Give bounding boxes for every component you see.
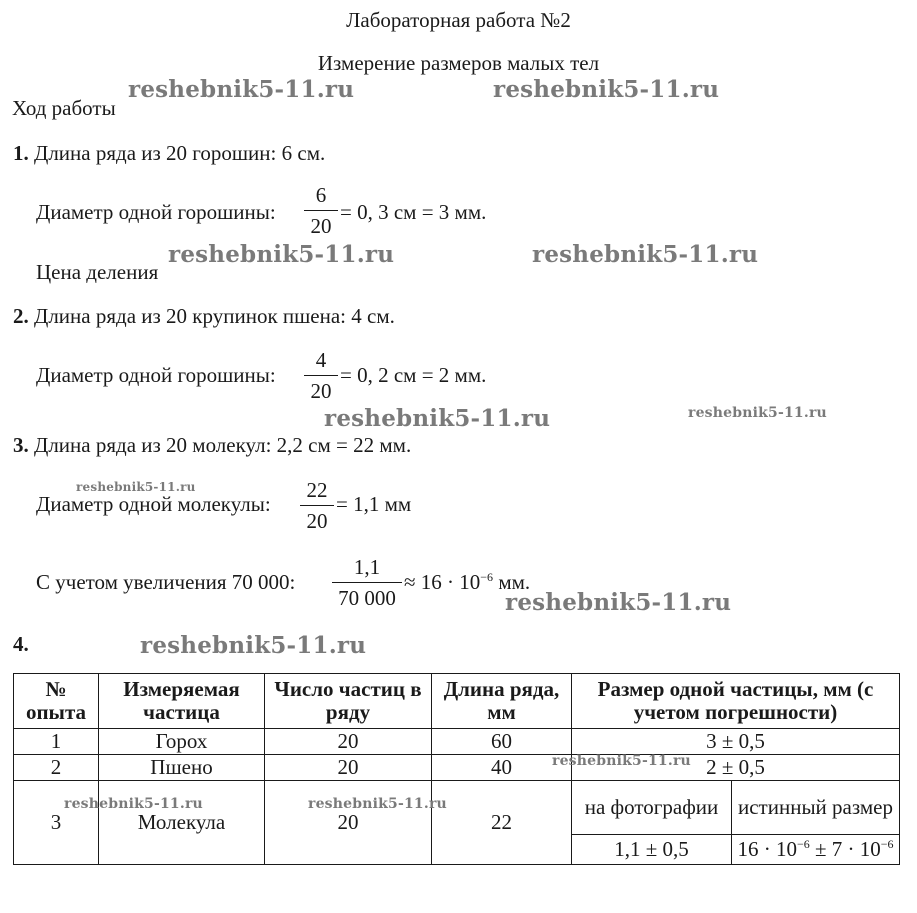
fraction-bar (304, 210, 338, 211)
step-2-formula-label: Диаметр одной горошины: (36, 363, 276, 387)
cell-count: 20 (265, 755, 432, 781)
fraction-bar (300, 505, 334, 506)
step-3-zoom-denominator: 70 000 (338, 586, 396, 610)
watermark: reshebnik5-11.ru (308, 796, 447, 812)
step-1-formula-label: Диаметр одной горошины: (36, 200, 276, 224)
fraction-bar (332, 582, 402, 583)
header-count: Число частиц в ряду (265, 674, 432, 729)
cell-particle: Молекула (99, 781, 265, 865)
step-3-zoom-label: С учетом увеличения 70 000: (36, 570, 296, 594)
step-2-denominator: 20 (310, 379, 332, 403)
step-3-text (13, 435, 411, 456)
step-3-zoom-numerator: 1,1 (353, 555, 381, 579)
step-2-fraction (304, 350, 338, 402)
step-1-fraction (304, 185, 338, 237)
step-1-denominator: 20 (310, 214, 332, 238)
zoom-result-prefix: ≈ 16 · 10 (404, 570, 481, 594)
step-3-number: 3. (13, 433, 29, 457)
watermark: reshebnik5-11.ru (140, 632, 367, 659)
cell-length: 60 (432, 729, 572, 755)
table-header-row (14, 674, 900, 729)
step-1-number: 1. (13, 141, 29, 165)
watermark: reshebnik5-11.ru (493, 76, 720, 103)
cell-true-label: истинный размер (732, 781, 900, 835)
watermark: reshebnik5-11.ru (688, 405, 827, 421)
step-3-result: = 1,1 мм (336, 492, 412, 516)
cell-num: 1 (14, 729, 99, 755)
cell-size: 2 ± 0,5 (572, 755, 900, 781)
watermark: reshebnik5-11.ru (76, 480, 196, 494)
cell-size: 3 ± 0,5 (572, 729, 900, 755)
step-3-denominator: 20 (306, 509, 328, 533)
watermark: reshebnik5-11.ru (552, 753, 691, 769)
table-row (14, 755, 900, 781)
page-subtitle: Измерение размеров малых тел (317, 51, 600, 75)
cell-particle: Горох (99, 729, 265, 755)
cell-length: 22 (432, 781, 572, 865)
header-particle: Измеряемая частица (99, 674, 265, 729)
step-1-text (13, 143, 325, 164)
zoom-result-suffix: мм. (498, 570, 531, 594)
step-2-result: = 0, 2 см = 2 мм. (340, 363, 487, 387)
intro-heading: Ход работы (12, 96, 116, 120)
page-title: Лабораторная работа №2 (346, 8, 571, 32)
cell-num: 2 (14, 755, 99, 781)
cell-num: 3 (14, 781, 99, 865)
step-2-number: 2. (13, 304, 29, 328)
cell-count: 20 (265, 781, 432, 865)
step-3-formula-label: Диаметр одной молекулы: (36, 492, 271, 516)
step-3-fraction (300, 480, 334, 532)
fraction-bar (304, 375, 338, 376)
watermark: reshebnik5-11.ru (64, 796, 203, 812)
step-3-zoom-fraction (332, 557, 402, 609)
watermark: reshebnik5-11.ru (324, 405, 551, 432)
header-size: Размер одной частицы, мм (с учетом погрешности) (572, 674, 900, 729)
header-length: Длина ряда, мм (432, 674, 572, 729)
step-1-extra: Цена деления (36, 260, 159, 284)
watermark: reshebnik5-11.ru (168, 241, 395, 268)
true-value-exp-a: −6 (796, 836, 810, 851)
step-2-description: Длина ряда из 20 крупинок пшена: 4 см. (34, 304, 395, 328)
step-1-result: = 0, 3 см = 3 мм. (340, 200, 487, 224)
watermark: reshebnik5-11.ru (128, 76, 355, 103)
step-2-text (13, 306, 395, 327)
cell-particle: Пшено (99, 755, 265, 781)
zoom-result-exponent: −6 (480, 570, 494, 584)
true-value-part-a: 16 · 10 (737, 836, 797, 861)
true-value-part-b: ± 7 · 10 (809, 836, 881, 861)
step-2-numerator: 4 (315, 348, 327, 372)
cell-photo-label: на фотографии (572, 781, 732, 835)
table-row (14, 729, 900, 755)
watermark: reshebnik5-11.ru (505, 589, 732, 616)
watermark: reshebnik5-11.ru (532, 241, 759, 268)
cell-photo-value: 1,1 ± 0,5 (572, 835, 732, 865)
step-1-description: Длина ряда из 20 горошин: 6 см. (34, 141, 326, 165)
step-1-numerator: 6 (315, 183, 327, 207)
header-num: № опыта (14, 674, 99, 729)
true-value-exp-b: −6 (880, 836, 894, 851)
step-4-number: 4. (13, 632, 29, 656)
results-table (13, 673, 900, 865)
step-3-description: Длина ряда из 20 молекул: 2,2 см = 22 мм. (34, 433, 412, 457)
cell-length: 40 (432, 755, 572, 781)
cell-count: 20 (265, 729, 432, 755)
cell-true-value (732, 835, 900, 865)
step-3-numerator: 22 (306, 478, 328, 502)
